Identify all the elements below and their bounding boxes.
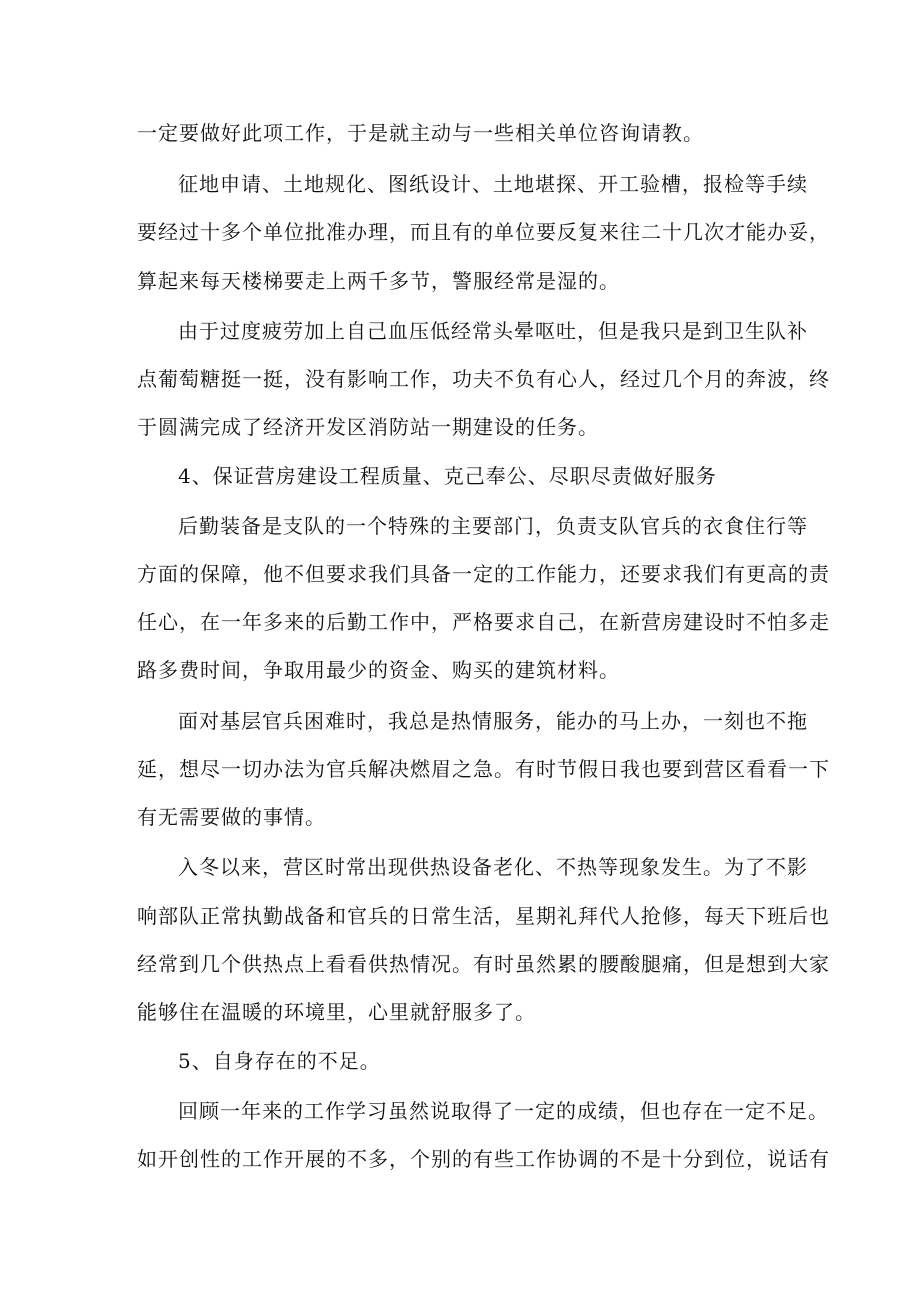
text-line: 延，想尽一切办法为官兵解决燃眉之急。有时节假日我也要到营区看看一下 [137,757,830,781]
text-line: 如开创性的工作开展的不多，个别的有些工作协调的不是十分到位，说话有 [137,1147,830,1171]
text-line: 要经过十多个单位批准办理，而且有的单位要反复来往二十几次才能办妥， [137,220,830,244]
paragraph-first-line: 后勤装备是支队的一个特殊的主要部门，负责支队官兵的衣食住行等 [178,514,808,538]
text-line: 点葡萄糖挺一挺，没有影响工作，功夫不负有心人，经过几个月的奔波，终 [137,367,830,391]
paragraph-first-line: 回顾一年来的工作学习虽然说取得了一定的成绩，但也存在一定不足。 [178,1099,829,1123]
paragraph-first-line: 入冬以来，营区时常出现供热设备老化、不热等现象发生。为了不影 [178,855,808,879]
text-line: 经常到几个供热点上看看供热情况。有时虽然累的腰酸腿痛，但是想到大家 [137,952,830,976]
text-line: 于圆满完成了经济开发区消防站一期建设的任务。 [137,415,599,439]
paragraph-first-line: 面对基层官兵困难时，我总是热情服务，能办的马上办，一刻也不拖 [178,709,808,733]
text-line: 路多费时间，争取用最少的资金、购买的建筑材料。 [137,658,620,682]
paragraph-first-line: 由于过度疲劳加上自己血压低经常头晕呕吐，但是我只是到卫生队补 [178,319,808,343]
section-heading: 4、保证营房建设工程质量、克己奉公、尽职尽责做好服务 [178,464,717,488]
text-line: 响部队正常执勤战备和官兵的日常生活，星期礼拜代人抢修，每天下班后也 [137,904,830,928]
paragraph-first-line: 征地申请、土地规化、图纸设计、土地堪探、开工验槽，报检等手续 [178,172,808,196]
text-line: 算起来每天楼梯要走上两千多节，警服经常是湿的。 [137,269,620,293]
text-line: 一定要做好此项工作，于是就主动与一些相关单位咨询请教。 [137,121,704,145]
text-line: 方面的保障，他不但要求我们具备一定的工作能力，还要求我们有更高的责 [137,562,830,586]
text-line: 有无需要做的事情。 [137,805,326,829]
section-heading: 5、自身存在的不足。 [178,1049,381,1073]
text-line: 任心，在一年多来的后勤工作中，严格要求自己，在新营房建设时不怕多走 [137,610,830,634]
text-line: 能够住在温暖的环境里，心里就舒服多了。 [137,1000,536,1024]
